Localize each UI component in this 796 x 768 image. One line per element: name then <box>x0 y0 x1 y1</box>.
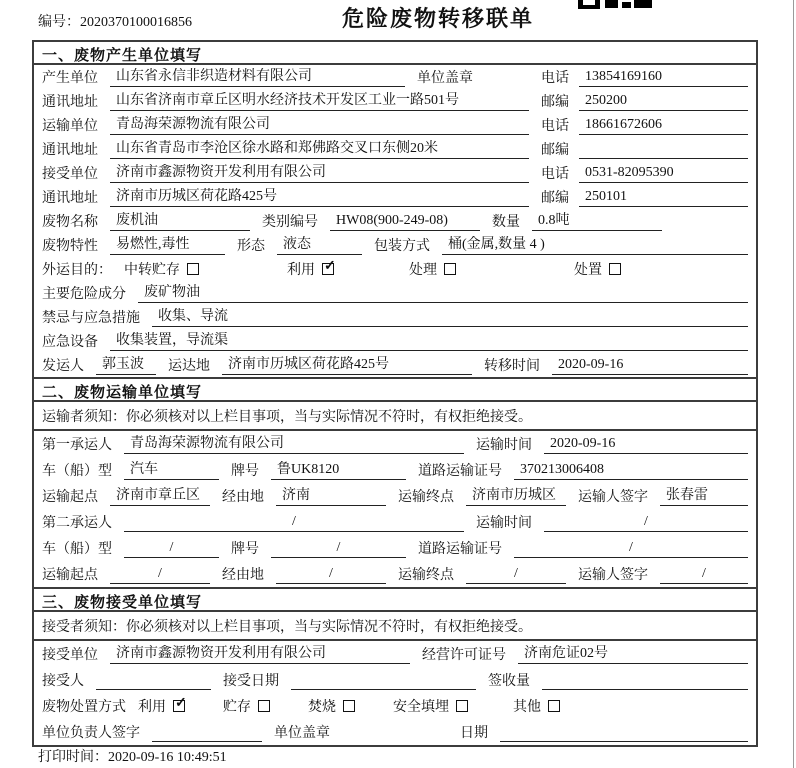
equipment-value: 收集装置，导流渠 <box>110 332 748 351</box>
packing-label: 包装方式 <box>374 239 430 254</box>
row-receiver-address <box>34 185 756 209</box>
disposal-label: 废物处置方式 <box>42 700 126 715</box>
section-transporter <box>34 377 756 587</box>
option-label: 中转贮存 <box>124 263 180 278</box>
transport-time-value: 2020-09-16 <box>544 435 748 454</box>
quantity-value: 0.8吨 <box>532 212 662 231</box>
document-header <box>0 0 796 40</box>
row-transporter <box>34 113 756 137</box>
row-responsible-signature <box>34 719 756 745</box>
route-end-label: 运输终点 <box>398 568 454 583</box>
qr-block-icon <box>578 0 600 9</box>
row-route-2 <box>34 561 756 587</box>
category-label: 类别编号 <box>262 215 318 230</box>
disposal-option-utilize <box>138 696 223 716</box>
form-label: 形态 <box>237 239 265 254</box>
address-label: 通讯地址 <box>42 95 98 110</box>
transporter-notice: 运输者须知：你必须核对以上栏目事项，当与实际情况不符时，有权拒绝接受。 <box>34 402 756 431</box>
row-receiver <box>34 161 756 185</box>
quantity-label: 数量 <box>492 215 520 230</box>
transporter-phone-value: 18661672606 <box>579 116 748 135</box>
acceptor-value <box>96 671 211 690</box>
option-label: 焚烧 <box>308 700 336 715</box>
purpose-option-utilize <box>287 259 409 279</box>
zip-label: 邮编 <box>541 143 569 158</box>
carrier2-value: / <box>124 513 464 532</box>
transporter-phone-group <box>541 115 748 135</box>
row-vehicle-1 <box>34 457 756 483</box>
route-end-value: / <box>466 565 566 584</box>
row-taboo-measures <box>34 305 756 329</box>
section-receiver <box>34 587 756 745</box>
zip-label: 邮编 <box>541 95 569 110</box>
disposal-option-storage <box>223 696 308 716</box>
via-label: 经由地 <box>222 490 264 505</box>
route-start-value: / <box>110 565 210 584</box>
option-label: 处置 <box>574 263 602 278</box>
receiver-notice: 接受者须知：你必须核对以上栏目事项，当与实际情况不符时，有权拒绝接受。 <box>34 612 756 641</box>
producer-zip-group <box>541 91 748 111</box>
qr-block-icon <box>605 0 618 8</box>
via-value: / <box>276 565 386 584</box>
purpose-label: 外运目的： <box>42 263 112 278</box>
receiver-value: 济南市鑫源物资开发利用有限公司 <box>110 164 529 183</box>
responsible-sign-value <box>152 723 262 742</box>
row-transporter-address <box>34 137 756 161</box>
row-shipper <box>34 353 756 377</box>
checkbox-checked-icon <box>173 700 185 712</box>
accept-date-label: 接受日期 <box>223 674 279 689</box>
producer-phone-value: 13854169160 <box>579 68 748 87</box>
page-right-edge <box>793 0 794 768</box>
receiver-zip-value: 250101 <box>579 188 748 207</box>
receiver-address-value: 济南市历城区荷花路425号 <box>110 188 529 207</box>
checkbox-icon <box>456 700 468 712</box>
checkbox-icon <box>343 700 355 712</box>
waste-name-value: 废机油 <box>110 212 250 231</box>
taboo-label: 禁忌与应急措施 <box>42 311 140 326</box>
receiver-phone-value: 0531-82095390 <box>579 164 748 183</box>
destination-value: 济南市历城区荷花路425号 <box>222 356 472 375</box>
category-value: HW08(900-249-08) <box>330 212 480 231</box>
road-license-value: 370213006408 <box>514 461 748 480</box>
row-route-1 <box>34 483 756 509</box>
serial-label: 编号： <box>38 15 80 30</box>
via-label: 经由地 <box>222 568 264 583</box>
plate-value: / <box>271 539 406 558</box>
carrier1-label: 第一承运人 <box>42 438 112 453</box>
purpose-option-transfer-storage <box>124 259 287 279</box>
carrier-sign-label: 运输人签字 <box>578 490 648 505</box>
producer-phone-group <box>541 67 748 87</box>
qr-block-icon <box>622 2 631 8</box>
purpose-option-treat <box>409 259 574 279</box>
checkbox-icon <box>444 263 456 275</box>
hazard-value: 废矿物油 <box>138 284 748 303</box>
checkbox-checked-icon <box>322 263 334 275</box>
taboo-value: 收集、导流 <box>152 308 748 327</box>
carrier-sign-label: 运输人签字 <box>578 568 648 583</box>
producer-label: 产生单位 <box>42 71 98 86</box>
section-2-title: 二、废物运输单位填写 <box>34 379 756 402</box>
carrier2-label: 第二承运人 <box>42 516 112 531</box>
transport-time-label: 运输时间 <box>476 516 532 531</box>
received-qty-label: 签收量 <box>488 674 530 689</box>
row-receiving-unit <box>34 641 756 667</box>
date-value <box>500 723 748 742</box>
print-time-label: 打印时间： <box>38 750 108 765</box>
row-vehicle-2 <box>34 535 756 561</box>
checkbox-icon <box>609 263 621 275</box>
responsible-sign-label: 单位负责人签字 <box>42 726 140 741</box>
waste-props-value: 易燃性,毒性 <box>110 236 225 255</box>
row-carrier-2 <box>34 509 756 535</box>
date-label: 日期 <box>460 726 488 741</box>
transport-time-value: / <box>544 513 748 532</box>
plate-label: 牌号 <box>231 542 259 557</box>
row-emergency-equipment <box>34 329 756 353</box>
checkbox-icon <box>258 700 270 712</box>
received-qty-value <box>542 671 748 690</box>
row-waste-name <box>34 209 756 233</box>
form-value: 液态 <box>277 236 362 255</box>
disposal-option-landfill <box>393 696 513 716</box>
checkbox-icon <box>548 700 560 712</box>
row-producer <box>34 65 756 89</box>
producer-zip-value: 250200 <box>579 92 748 111</box>
producer-address-value: 山东省济南市章丘区明水经济技术开发区工业一路501号 <box>110 92 529 111</box>
option-label: 处理 <box>409 263 437 278</box>
vehicle-type-label: 车（船）型 <box>42 542 112 557</box>
section-producer <box>34 42 756 377</box>
route-start-label: 运输起点 <box>42 568 98 583</box>
row-hazard-components <box>34 281 756 305</box>
route-end-label: 运输终点 <box>398 490 454 505</box>
row-waste-props <box>34 233 756 257</box>
via-value: 济南 <box>276 487 386 506</box>
qr-block-icon <box>634 0 652 8</box>
section-3-title: 三、废物接受单位填写 <box>34 589 756 612</box>
option-label: 利用 <box>287 263 315 278</box>
shipper-value: 郭玉波 <box>96 356 156 375</box>
acceptor-label: 接受人 <box>42 674 84 689</box>
row-purpose <box>34 257 756 281</box>
route-start-label: 运输起点 <box>42 490 98 505</box>
destination-label: 运达地 <box>168 359 210 374</box>
transporter-zip-value <box>579 140 748 159</box>
row-disposal-method <box>34 693 756 719</box>
equipment-label: 应急设备 <box>42 335 98 350</box>
carrier-sign-value: 张春雷 <box>660 487 748 506</box>
road-license-label: 道路运输证号 <box>418 464 502 479</box>
business-license-value: 济南危证02号 <box>518 645 748 664</box>
section-1-title: 一、废物产生单位填写 <box>34 42 756 65</box>
option-label: 贮存 <box>223 700 251 715</box>
row-carrier-1 <box>34 431 756 457</box>
route-start-value: 济南市章丘区 <box>110 487 210 506</box>
business-license-label: 经营许可证号 <box>422 648 506 663</box>
phone-label: 电话 <box>541 167 569 182</box>
vehicle-type-value: 汽车 <box>124 461 219 480</box>
purpose-option-dispose <box>574 259 621 279</box>
unit-seal-label: 单位盖章 <box>274 726 330 741</box>
option-label: 安全填埋 <box>393 700 449 715</box>
phone-label: 电话 <box>541 119 569 134</box>
packing-value: 桶(金属,数量 4 ) <box>442 236 748 255</box>
plate-value: 鲁UK8120 <box>271 461 406 480</box>
disposal-option-other <box>513 696 560 716</box>
transfer-form-table <box>32 40 758 747</box>
seal-label: 单位盖章 <box>417 71 473 86</box>
road-license-label: 道路运输证号 <box>418 542 502 557</box>
receiving-unit-value: 济南市鑫源物资开发利用有限公司 <box>110 645 410 664</box>
phone-label: 电话 <box>541 71 569 86</box>
hazard-label: 主要危险成分 <box>42 287 126 302</box>
address-label: 通讯地址 <box>42 191 98 206</box>
road-license-value: / <box>514 539 748 558</box>
disposal-option-incinerate <box>308 696 393 716</box>
transporter-zip-group <box>541 139 748 159</box>
serial-value: 2020370100016856 <box>80 15 192 30</box>
carrier-sign-value: / <box>660 565 748 584</box>
waste-props-label: 废物特性 <box>42 239 98 254</box>
print-time <box>38 746 227 766</box>
receiving-unit-label: 接受单位 <box>42 648 98 663</box>
transfer-time-value: 2020-09-16 <box>552 356 748 375</box>
transport-time-label: 运输时间 <box>476 438 532 453</box>
producer-value: 山东省永信非织造材料有限公司 <box>110 68 405 87</box>
receiver-phone-group <box>541 163 748 183</box>
address-label: 通讯地址 <box>42 143 98 158</box>
transfer-time-label: 转移时间 <box>484 359 540 374</box>
print-time-value: 2020-09-16 10:49:51 <box>108 750 227 765</box>
route-end-value: 济南市历城区 <box>466 487 566 506</box>
shipper-label: 发运人 <box>42 359 84 374</box>
option-label: 利用 <box>138 700 166 715</box>
row-producer-address <box>34 89 756 113</box>
page-title: 危险废物转移联单 <box>341 6 534 31</box>
option-label: 其他 <box>513 700 541 715</box>
zip-label: 邮编 <box>541 191 569 206</box>
carrier1-value: 青岛海荣源物流有限公司 <box>124 435 464 454</box>
accept-date-value <box>291 671 476 690</box>
transporter-address-value: 山东省青岛市李沧区徐水路和郑佛路交叉口东侧20米 <box>110 140 529 159</box>
waste-name-label: 废物名称 <box>42 215 98 230</box>
checkbox-icon <box>187 263 199 275</box>
row-acceptor <box>34 667 756 693</box>
plate-label: 牌号 <box>231 464 259 479</box>
transporter-label: 运输单位 <box>42 119 98 134</box>
vehicle-type-value: / <box>124 539 219 558</box>
transporter-value: 青岛海荣源物流有限公司 <box>110 116 529 135</box>
receiver-zip-group <box>541 187 748 207</box>
vehicle-type-label: 车（船）型 <box>42 464 112 479</box>
receiver-label: 接受单位 <box>42 167 98 182</box>
